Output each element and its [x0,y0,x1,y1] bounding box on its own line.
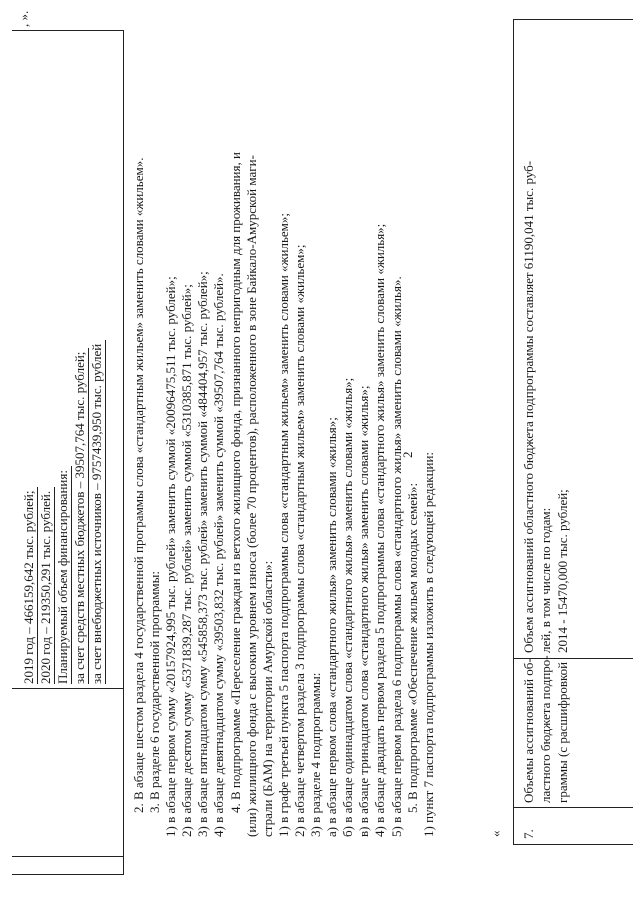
paragraph: (или) жилищного фонда с высоким уровнем износа (более 70 процентов), расположенного в зоне Байкало-Амурской маги- [243,155,259,837]
row-number: 7. [521,829,536,839]
page-number: 2 [400,451,415,458]
paragraph: б) в абзаце одиннадцатом слова «стандартного жилья» заменить словами «жилья»; [340,377,356,837]
amendments-text [131,22,437,837]
table-cell-name [514,655,633,808]
subprogram-passport-table [513,19,633,845]
paragraph: 2. В абзаце шестом раздела 4 государственной программы слова «стандартным жильем» заменить словами «жильем». [131,157,146,813]
paragraph: 1) в абзаце первом сумму «20157924,995 тыс. рублей» заменить суммой «20096475,511 тыс. рублей»; [163,276,179,837]
table-line: за счет средств местных бюджетов – 39507,764 тыс. рублей; [71,348,89,684]
paragraph: 1) в графе третьей пункта 5 паспорта подпрограммы слова «стандартным жильем» заменить словами «жильем»; [275,212,291,837]
paragraph: 3) в разделе 4 подпрограммы: [308,672,324,837]
paragraph: 1) пункт 7 паспорта подпрограммы изложить в следующей редакции: [420,451,436,837]
row-name-line: Объемы ассигнований об- [521,658,536,803]
paragraph: а) в абзаце первом слова «стандартного жилья» заменить словами «жилья»; [324,417,340,837]
table-line: 2019 год – 466159,642 тыс. рублей; [20,487,38,684]
paragraph: 2) в абзаце десятом сумму «5371839,287 тыс. рублей» заменить суммой «5310385,871 тыс. рублей»; [179,284,195,837]
paragraph: 5) в абзаце первом раздела 6 подпрограммы слова «стандартного жилья» заменить словами «жилья». [388,276,404,837]
table-cell-value [514,20,633,658]
row-value-line: лей, в том числе по годам: [538,507,553,653]
opening-quote: « [488,830,503,837]
table-cell-number [514,807,633,844]
funding-table-continuation [12,30,124,875]
paragraph: 2) в абзаце четвертом раздела 3 подпрограммы слова «стандартным жильем» заменить словами «жильем»; [291,244,307,837]
paragraph: 4) в абзаце двадцать первом раздела 5 подпрограммы слова «стандартного жилья» заменить словами «жилья»; [372,223,388,837]
paragraph: 3) в абзаце пятнадцатом сумму «545858,373 тыс. рублей» заменить суммой «484404,957 тыс. рублей»; [195,271,211,837]
row-value-line: Объем ассигнований областного бюджета подпрограммы составляет 61190,041 тыс. руб- [521,160,536,653]
table-line: 2020 год – 219350,291 тыс. рублей. [37,487,55,684]
closing-quote-mark: ». [16,10,31,21]
paragraph: 4. В подпрограмме «Переселение граждан из ветхого жилищного фонда, признанного непригодным для проживания, и [227,152,243,813]
table-cell-value [12,31,123,688]
row-name-line: ластного бюджета подпро- [538,655,553,803]
table-line: Планируемый объем финансирования: [54,466,72,684]
paragraph: в) в абзаце тринадцатом слова «стандартного жилья» заменить словами «жилья»; [356,385,372,837]
table-line: за счет внебюджетных источников – 9757439,950 тыс. рублей [88,340,106,684]
paragraph: 5. В подпрограмме «Обеспечение жильем молодых семей»: [404,482,420,813]
closing-quote [16,11,32,27]
paragraph: 4) в абзаце девятнадцатом сумму «39503,832 тыс. рублей» заменить суммой «39507,764 тыс. рублей». [211,273,227,837]
closing-comma: , [16,23,31,27]
table-cell-name [12,688,123,857]
row-name-line: граммы (с расшифровкой [555,661,570,803]
paragraph: страли (БАМ) на территории Амурской области»: [259,560,275,837]
row-value-line: 2014 - 15470,000 тыс. рублей; [555,489,570,653]
table-cell-number [12,856,123,874]
paragraph: 3. В разделе 6 государственной программы: [147,571,163,813]
